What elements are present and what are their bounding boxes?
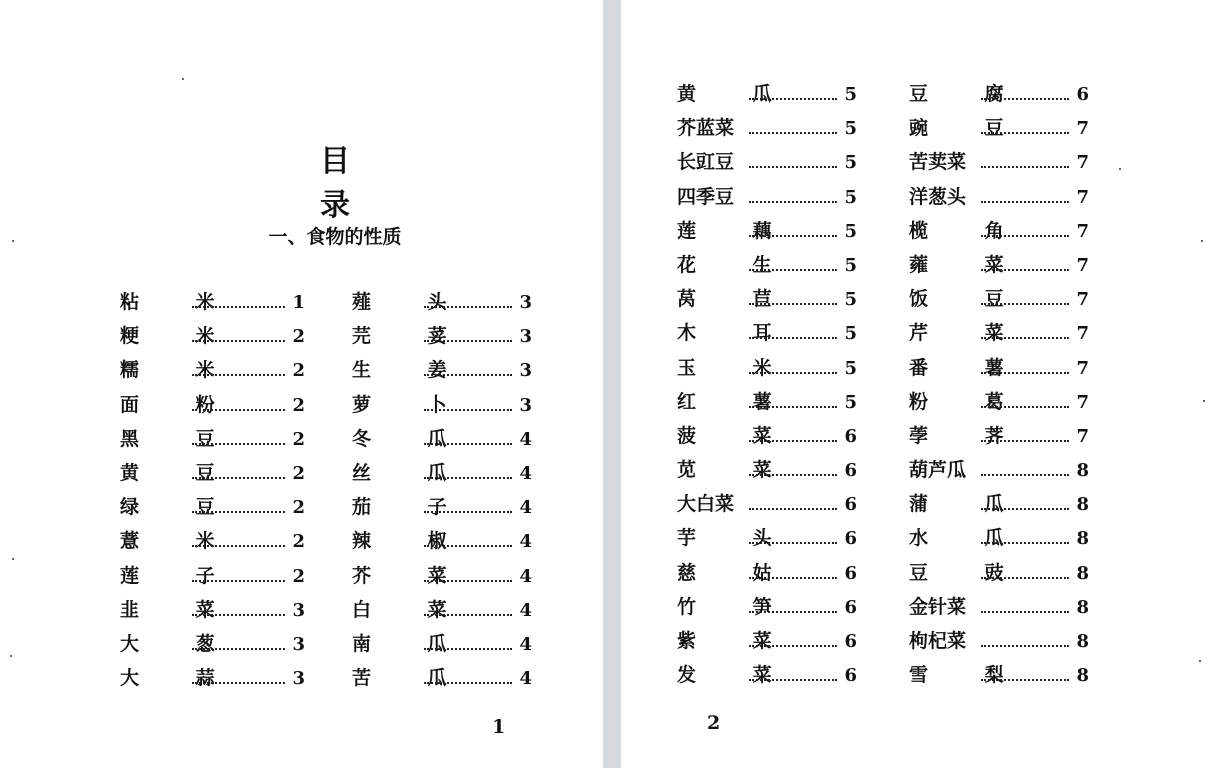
toc-entry-page: 3: [292, 633, 305, 655]
toc-entry-page: 4: [519, 497, 532, 519]
toc-entry: [352, 458, 532, 492]
toc-entry-name: 糯 米: [120, 359, 240, 382]
dot-leader: [749, 541, 837, 544]
dot-leader: [981, 678, 1069, 681]
toc-entry-name: 木 耳: [677, 322, 797, 345]
dot-leader: [192, 442, 285, 445]
dot-leader: [981, 644, 1069, 647]
toc-entry-name: 大白菜: [677, 493, 735, 516]
toc-entry-name: 芥 菜: [352, 564, 472, 587]
toc-entry-page: 7: [1076, 118, 1089, 140]
toc-entry-page: 6: [844, 562, 857, 584]
toc-entry-page: 3: [292, 599, 305, 621]
dot-leader: [749, 439, 837, 442]
toc-entry-name: 芋 头: [677, 527, 797, 550]
right-page: [621, 0, 1226, 768]
dot-leader: [981, 97, 1069, 100]
toc-entry-name: 洋葱头: [909, 185, 967, 208]
scan-speck: [10, 655, 12, 657]
toc-entry-name: 粘 米: [120, 291, 240, 313]
section-heading: 一、食物的性质: [268, 226, 402, 248]
toc-entry: [909, 592, 1089, 626]
toc-entry: [352, 595, 532, 629]
toc-entry-page: 2: [292, 428, 305, 450]
dot-leader: [424, 681, 512, 684]
toc-entry: [677, 79, 857, 113]
toc-entry: [352, 663, 532, 697]
toc-column-left-2: [352, 287, 532, 697]
toc-entry: [352, 321, 532, 355]
toc-entry-page: 7: [1076, 152, 1089, 174]
toc-entry: [677, 318, 857, 352]
toc-entry: [677, 558, 857, 592]
toc-entry-name: 竹 笋: [677, 595, 797, 618]
toc-entry-page: 1: [292, 292, 305, 313]
scan-speck: [182, 78, 184, 80]
toc-entry: [120, 492, 305, 526]
toc-entry-name: 面 粉: [120, 393, 240, 416]
dot-leader: [424, 579, 512, 582]
dot-leader: [192, 510, 285, 513]
dot-leader: [749, 610, 837, 613]
toc-entry: [909, 353, 1089, 387]
dot-leader: [192, 373, 285, 376]
page-number: 1: [492, 716, 506, 738]
toc-entry-name: 雪 梨: [909, 664, 1029, 687]
toc-entry-page: 7: [1076, 186, 1089, 208]
toc-entry: [120, 287, 305, 321]
dot-leader: [192, 339, 285, 342]
toc-entry-name: 大 葱: [120, 632, 240, 655]
dot-leader: [192, 305, 285, 308]
toc-entry-name: 苋 菜: [677, 459, 797, 482]
toc-entry-page: 4: [519, 633, 532, 655]
toc-entry-name: 韭 菜: [120, 598, 240, 621]
toc-entry-name: 发 菜: [677, 664, 797, 687]
toc-entry-name: 粉 葛: [909, 390, 1029, 413]
toc-entry: [352, 424, 532, 458]
toc-entry: [909, 147, 1089, 181]
toc-entry-page: 7: [1076, 220, 1089, 242]
toc-entry-page: 8: [1076, 562, 1089, 584]
toc-entry: [120, 663, 305, 697]
toc-entry: [909, 284, 1089, 318]
toc-entry-page: 4: [519, 565, 532, 587]
toc-entry-name: 水 瓜: [909, 527, 1029, 550]
dot-leader: [981, 336, 1069, 339]
dot-leader: [981, 576, 1069, 579]
toc-entry-page: 2: [292, 360, 305, 382]
toc-entry-name: 莴 苣: [677, 288, 797, 311]
toc-entry: [120, 390, 305, 424]
toc-entry-name: 芹 菜: [909, 322, 1029, 345]
toc-column-right-1: [677, 79, 857, 694]
toc-entry: [120, 595, 305, 629]
toc-entry-page: 2: [292, 326, 305, 348]
toc-entry-name: 莲 子: [120, 564, 240, 587]
toc-entry-page: 7: [1076, 357, 1089, 379]
dot-leader: [192, 613, 285, 616]
dot-leader: [424, 305, 512, 308]
toc-entry: [120, 355, 305, 389]
toc-entry: [677, 182, 857, 216]
toc-entry-page: 8: [1076, 596, 1089, 618]
toc-entry-name: 黄 豆: [120, 461, 240, 484]
toc-entry: [677, 592, 857, 626]
toc-entry-page: 6: [844, 494, 857, 516]
toc-entry-name: 南 瓜: [352, 632, 472, 655]
dot-leader: [749, 234, 837, 237]
toc-entry-page: 7: [1076, 289, 1089, 311]
dot-leader: [981, 507, 1069, 510]
dot-leader: [749, 371, 837, 374]
toc-entry-name: 芥蓝菜: [677, 117, 735, 140]
toc-entry-name: 苦荬菜: [909, 151, 967, 174]
toc-entry: [677, 250, 857, 284]
dot-leader: [981, 200, 1069, 203]
toc-entry: [909, 660, 1089, 694]
toc-entry-name: 生 姜: [352, 359, 472, 382]
toc-entry-page: 3: [292, 668, 305, 690]
dot-leader: [981, 131, 1069, 134]
toc-entry-name: 花 生: [677, 253, 797, 276]
dot-leader: [192, 408, 285, 411]
scan-speck: [12, 558, 14, 560]
toc-entry: [120, 458, 305, 492]
toc-entry-page: 8: [1076, 631, 1089, 652]
toc-entry-name: 白 菜: [352, 598, 472, 621]
toc-entry: [909, 523, 1089, 557]
toc-entry-page: 4: [519, 462, 532, 484]
toc-entry-page: 7: [1076, 323, 1089, 345]
dot-leader: [192, 476, 285, 479]
toc-entry: [677, 421, 857, 455]
dot-leader: [424, 442, 512, 445]
dot-leader: [424, 510, 512, 513]
toc-entry: [909, 387, 1089, 421]
toc-entry-page: 6: [844, 631, 857, 652]
dot-leader: [749, 268, 837, 271]
dot-leader: [749, 336, 837, 339]
toc-entry-name: 绿 豆: [120, 496, 240, 519]
toc-entry-name: 黑 豆: [120, 427, 240, 450]
toc-entry-page: 5: [844, 357, 857, 379]
dot-leader: [981, 439, 1069, 442]
dot-leader: [749, 473, 837, 476]
dot-leader: [981, 165, 1069, 168]
toc-entry-page: 5: [844, 84, 857, 105]
toc-entry: [352, 629, 532, 663]
toc-entry-page: 8: [1076, 494, 1089, 516]
toc-entry-page: 5: [844, 323, 857, 345]
toc-entry-page: 5: [844, 186, 857, 208]
toc-entry-page: 7: [1076, 425, 1089, 447]
toc-entry-name: 玉 米: [677, 356, 797, 379]
dot-leader: [192, 647, 285, 650]
left-page: [0, 0, 603, 768]
toc-entry: [909, 113, 1089, 147]
dot-leader: [749, 678, 837, 681]
toc-entry-name: 辣 椒: [352, 530, 472, 553]
scan-speck: [1203, 400, 1205, 402]
toc-entry: [352, 526, 532, 560]
toc-entry: [909, 421, 1089, 455]
toc-entry: [909, 250, 1089, 284]
dot-leader: [981, 302, 1069, 305]
toc-entry-page: 5: [844, 391, 857, 413]
toc-entry-page: 3: [519, 326, 532, 348]
toc-entry: [352, 287, 532, 321]
toc-title: 目 录: [320, 144, 408, 223]
toc-entry: [677, 626, 857, 660]
toc-entry-name: 蕹 菜: [909, 253, 1029, 276]
dot-leader: [981, 405, 1069, 408]
toc-entry-page: 2: [292, 565, 305, 587]
dot-leader: [424, 476, 512, 479]
page-number: 2: [707, 712, 721, 734]
toc-entry-name: 萝 卜: [352, 393, 472, 416]
toc-entry-page: 7: [1076, 254, 1089, 276]
toc-entry-page: 4: [519, 531, 532, 553]
toc-entry: [352, 355, 532, 389]
dot-leader: [981, 371, 1069, 374]
toc-entry-page: 3: [519, 292, 532, 313]
toc-entry-name: 四季豆: [677, 185, 735, 208]
dot-leader: [424, 613, 512, 616]
toc-entry: [677, 113, 857, 147]
toc-entry: [909, 182, 1089, 216]
toc-entry: [909, 216, 1089, 250]
scan-speck: [12, 240, 14, 242]
toc-entry-page: 6: [844, 528, 857, 550]
toc-entry-page: 2: [292, 531, 305, 553]
toc-entry-page: 2: [292, 497, 305, 519]
toc-entry: [120, 526, 305, 560]
toc-entry: [352, 390, 532, 424]
dot-leader: [192, 579, 285, 582]
toc-entry-name: 苦 瓜: [352, 667, 472, 690]
toc-entry-name: 茄 子: [352, 496, 472, 519]
toc-entry: [909, 626, 1089, 660]
toc-entry-page: 3: [519, 360, 532, 382]
dot-leader: [981, 234, 1069, 237]
toc-entry-name: 菠 菜: [677, 424, 797, 447]
toc-entry: [352, 561, 532, 595]
scan-speck: [1119, 168, 1121, 170]
toc-entry-name: 红 薯: [677, 390, 797, 413]
toc-entry-page: 8: [1076, 665, 1089, 687]
toc-entry-page: 6: [844, 425, 857, 447]
toc-entry: [909, 489, 1089, 523]
dot-leader: [981, 541, 1069, 544]
toc-entry-name: 饭 豆: [909, 288, 1029, 311]
dot-leader: [981, 473, 1069, 476]
dot-leader: [424, 373, 512, 376]
toc-entry-name: 薤 头: [352, 291, 472, 313]
toc-entry-name: 榄 角: [909, 219, 1029, 242]
toc-entry-name: 蒲 瓜: [909, 493, 1029, 516]
toc-entry-name: 黄 瓜: [677, 83, 797, 105]
dot-leader: [192, 681, 285, 684]
toc-entry-name: 慈 姑: [677, 561, 797, 584]
toc-entry-name: 葫芦瓜: [909, 459, 967, 482]
dot-leader: [749, 405, 837, 408]
toc-entry: [677, 353, 857, 387]
toc-column-right-2: [909, 79, 1089, 694]
toc-entry-page: 2: [292, 462, 305, 484]
toc-entry: [677, 216, 857, 250]
toc-entry-page: 5: [844, 118, 857, 140]
toc-entry: [909, 79, 1089, 113]
scan-speck: [1199, 660, 1201, 662]
toc-entry: [677, 455, 857, 489]
toc-entry-name: 豌 豆: [909, 117, 1029, 140]
page-gutter: [603, 0, 621, 768]
toc-entry: [909, 558, 1089, 592]
toc-entry-name: 薏 米: [120, 530, 240, 553]
toc-entry-name: 荸 荠: [909, 424, 1029, 447]
toc-entry: [352, 492, 532, 526]
toc-entry-page: 4: [519, 428, 532, 450]
toc-entry-page: 2: [292, 394, 305, 416]
scan-speck: [1201, 240, 1203, 242]
toc-column-left-1: [120, 287, 305, 697]
dot-leader: [749, 131, 837, 134]
toc-entry: [909, 455, 1089, 489]
toc-entry-name: 豆 腐: [909, 83, 1029, 105]
toc-entry-page: 7: [1076, 391, 1089, 413]
toc-entry-name: 粳 米: [120, 325, 240, 348]
dot-leader: [424, 339, 512, 342]
toc-entry-name: 金针菜: [909, 595, 967, 618]
toc-entry: [677, 523, 857, 557]
toc-entry: [677, 387, 857, 421]
dot-leader: [424, 544, 512, 547]
toc-entry: [677, 284, 857, 318]
dot-leader: [749, 97, 837, 100]
dot-leader: [424, 408, 512, 411]
toc-entry: [677, 660, 857, 694]
toc-entry: [909, 318, 1089, 352]
toc-entry-page: 5: [844, 152, 857, 174]
toc-entry: [120, 424, 305, 458]
toc-entry: [677, 147, 857, 181]
toc-entry: [120, 321, 305, 355]
toc-entry-page: 6: [844, 460, 857, 482]
toc-entry-page: 6: [1076, 84, 1089, 105]
dot-leader: [424, 647, 512, 650]
toc-entry-page: 6: [844, 665, 857, 687]
dot-leader: [749, 507, 837, 510]
toc-entry: [120, 561, 305, 595]
toc-entry-page: 6: [844, 596, 857, 618]
toc-entry-page: 4: [519, 599, 532, 621]
dot-leader: [749, 576, 837, 579]
toc-entry-page: 5: [844, 289, 857, 311]
toc-entry-name: 冬 瓜: [352, 427, 472, 450]
toc-entry-name: 番 薯: [909, 356, 1029, 379]
toc-entry-page: 3: [519, 394, 532, 416]
dot-leader: [981, 268, 1069, 271]
toc-entry-name: 莲 藕: [677, 219, 797, 242]
toc-entry-name: 长豇豆: [677, 151, 735, 174]
toc-entry-name: 大 蒜: [120, 667, 240, 690]
toc-entry-name: 紫 菜: [677, 630, 797, 652]
toc-entry-page: 5: [844, 220, 857, 242]
toc-entry-name: 枸杞菜: [909, 630, 967, 652]
dot-leader: [749, 165, 837, 168]
toc-entry-page: 4: [519, 668, 532, 690]
dot-leader: [749, 200, 837, 203]
dot-leader: [981, 610, 1069, 613]
dot-leader: [192, 544, 285, 547]
toc-entry-page: 8: [1076, 460, 1089, 482]
toc-entry-name: 豆 豉: [909, 561, 1029, 584]
toc-entry: [120, 629, 305, 663]
dot-leader: [749, 302, 837, 305]
toc-entry-name: 芫 荽: [352, 325, 472, 348]
toc-entry-name: 丝 瓜: [352, 461, 472, 484]
toc-entry-page: 5: [844, 254, 857, 276]
toc-entry: [677, 489, 857, 523]
toc-entry-page: 8: [1076, 528, 1089, 550]
dot-leader: [749, 644, 837, 647]
